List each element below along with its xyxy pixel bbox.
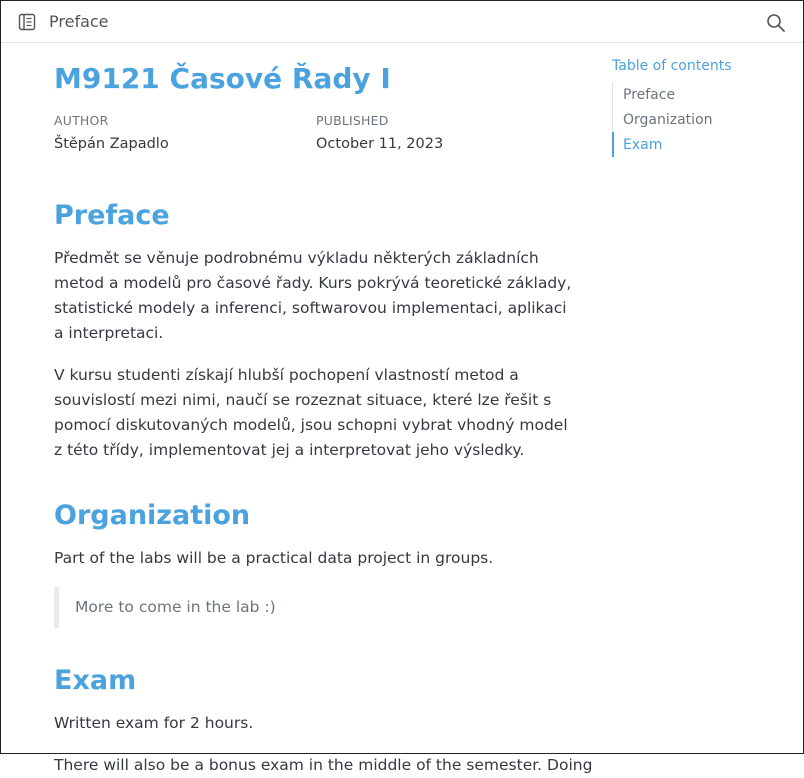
exam-paragraph-2: There will also be a bonus exam in the middle of the semester. Doing [54,756,593,774]
organization-paragraph: Part of the labs will be a practical data project in groups. [54,549,494,567]
topbar-title: Preface [49,12,109,31]
table-of-contents [612,56,782,157]
page-title: M9121 Časové Řady I [54,62,391,95]
toc-item-preface[interactable]: Preface [623,87,676,103]
toc-item-organization[interactable]: Organization [623,112,713,128]
section-heading-preface: Preface [54,200,170,231]
top-bar [1,1,803,43]
organization-blockquote: More to come in the lab :) [54,587,579,628]
preface-paragraph-1: Předmět se věnuje podrobnému výkladu některých základních metod a modelů pro časové řady. Kurs pokrývá teoretické základy, statistické modely a inferenci, softwarovou implementaci, aplikaci a interpretaci. [54,249,572,342]
section-heading-exam: Exam [54,665,137,696]
author-block [54,113,169,154]
toc-title: Table of contents [612,58,732,74]
toc-item-exam[interactable]: Exam [612,132,782,157]
toc-list [612,82,782,157]
sidebar-toggle-icon [18,13,36,31]
author-name: Štěpán Zapadlo [54,136,169,152]
exam-paragraph-1: Written exam for 2 hours. [54,714,254,732]
published-label: PUBLISHED [316,113,389,128]
main-content [54,43,593,778]
published-block [316,113,443,154]
preface-paragraph-2: V kursu studenti získají hlubší pochopení vlastností metod a souvislostí mezi nimi, naučí se rozeznat situace, které lze řešit s pomocí diskutovaných modelů, jsou schopni vybrat vhodný model z této třídy, implementovat jej a interpretovat jeho výsledky. [54,366,568,459]
document-meta [54,113,579,173]
search-button[interactable] [766,13,786,33]
author-label: AUTHOR [54,113,109,128]
published-date: October 11, 2023 [316,136,444,152]
sidebar-toggle-button[interactable] [18,13,36,31]
search-icon [766,13,786,33]
section-heading-organization: Organization [54,500,251,531]
